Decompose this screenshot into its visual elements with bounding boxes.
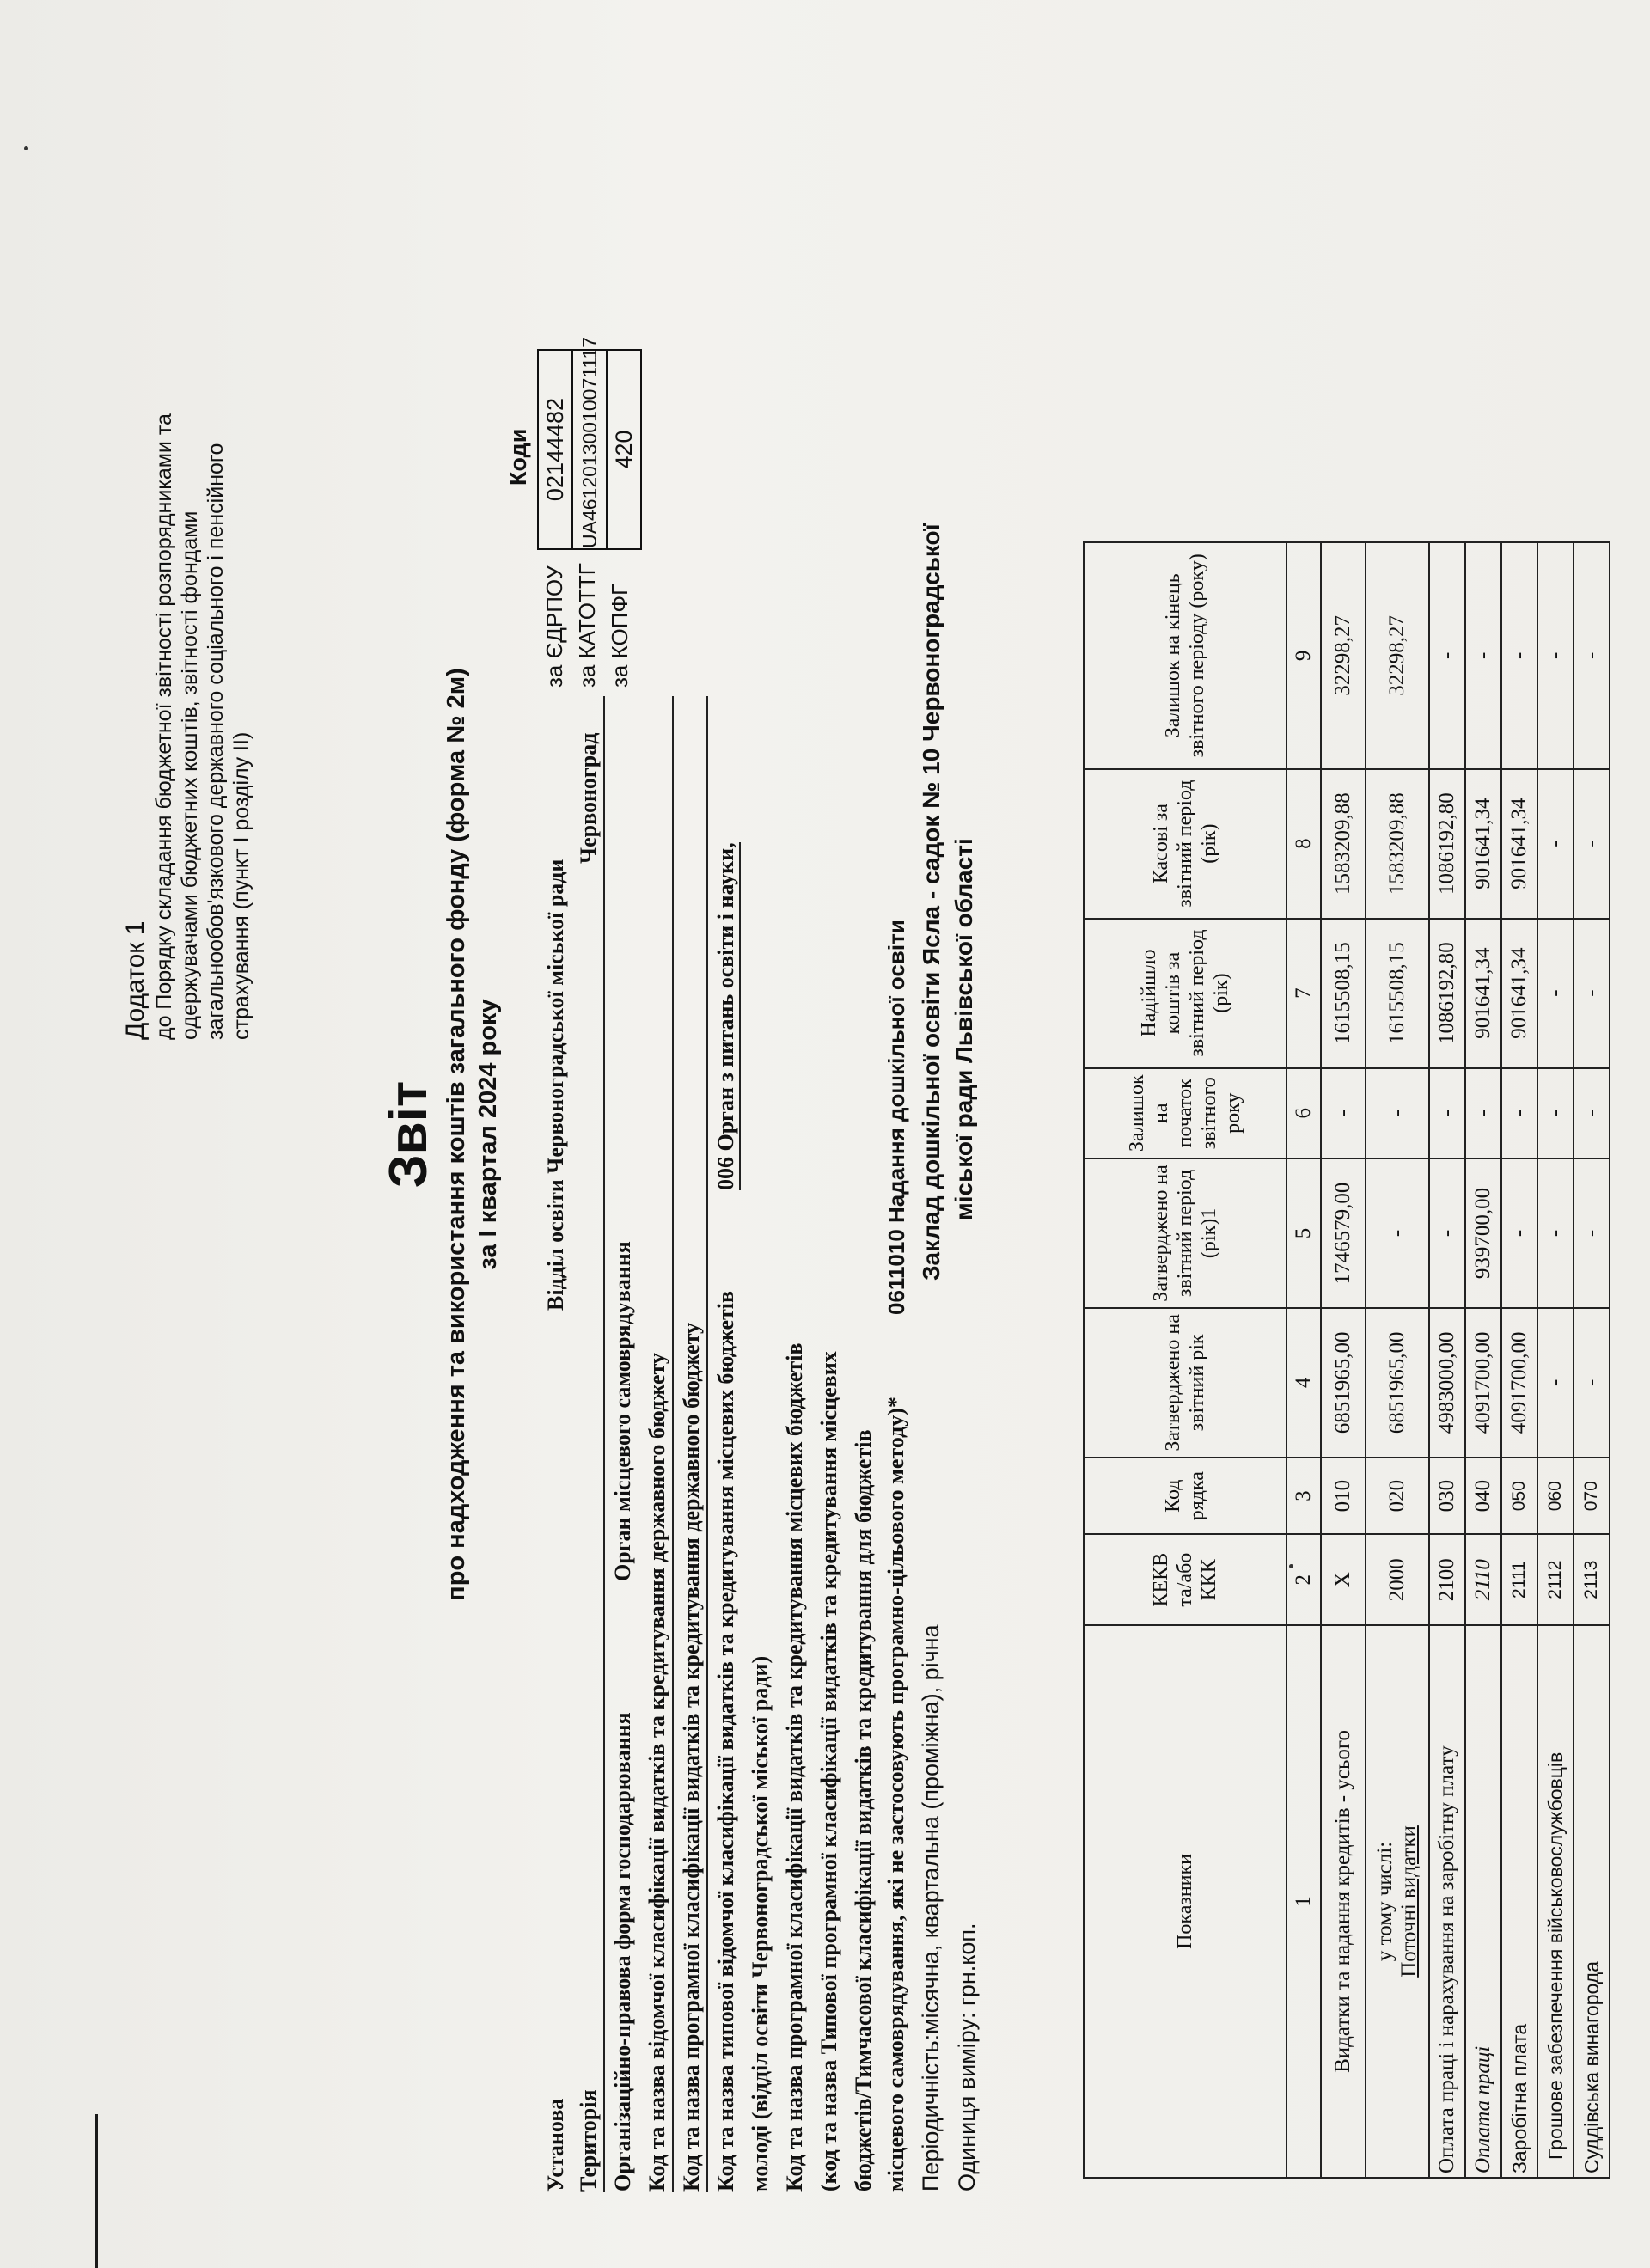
report-period: за І квартал 2024 року — [474, 999, 502, 1270]
col-header: Затверджено на звітний період (рік)1 — [1084, 1158, 1286, 1308]
value-cell: 1086192,80 — [1429, 919, 1465, 1068]
col-header: Показники — [1084, 1625, 1286, 2178]
local-prog-label-2: (код та назва Типової програмної класифікації видатків та кредитування місцевих — [816, 1351, 841, 2192]
table-row — [1501, 542, 1537, 2178]
col-header: Залишок на початок звітного року — [1084, 1068, 1286, 1158]
typical-code-label: Код та назва типової відомчої класифікації видатків та кредитування місцевих бюджетів — [713, 1290, 738, 2192]
value-cell: - — [1574, 1158, 1610, 1308]
value-cell: 939700,00 — [1465, 1158, 1501, 1308]
col-header: Затверджено на звітний рік — [1084, 1308, 1286, 1458]
row-name: Видатки та надання кредитів - усього — [1321, 1625, 1366, 2178]
col-number: 4 — [1286, 1308, 1321, 1458]
row-name-line: у тому числі: — [1373, 1841, 1396, 1962]
col-header: Надійшло коштів за звітний період (рік) — [1084, 919, 1286, 1068]
value-cell: 1615508,15 — [1321, 919, 1366, 1068]
col-header: Залишок на кінець звітного періоду (року) — [1084, 542, 1286, 769]
annex-line: страхування (пункт І розділу ІІ) — [229, 731, 254, 1040]
value-cell: - — [1501, 1158, 1537, 1308]
prog-code-label: Код та назва програмної класифікації видатків та кредитування державного бюджету — [679, 1322, 704, 2192]
unit-of-measure: Одиниця виміру: грн.коп. — [954, 1923, 980, 2192]
legal-form-label: Організаційно-правова форма господарювання — [610, 1712, 635, 2192]
periodicity: Періодичність:місячна, квартальна (проміжна), річна — [918, 1624, 944, 2192]
kopfg-label: за КОПФГ — [607, 583, 632, 688]
value-cell: 1583209,88 — [1321, 769, 1366, 919]
value-cell: - — [1501, 542, 1537, 769]
local-prog-value: 0611010 Надання дошкільної освіти — [883, 920, 909, 1315]
value-cell: 6851965,00 — [1366, 1308, 1429, 1458]
local-prog-label: Код та назва програмної класифікації видатків та кредитування місцевих бюджетів — [782, 1342, 807, 2192]
edrpou-label: за ЄДРПОУ — [541, 565, 567, 688]
value-cell: - — [1537, 1158, 1574, 1308]
row-code: 020 — [1366, 1458, 1429, 1535]
value-cell: - — [1574, 542, 1610, 769]
annex-block — [120, 413, 254, 1040]
row-name: Суддівська винагорода — [1574, 1625, 1610, 2178]
underline — [672, 696, 674, 2192]
value-cell: - — [1429, 1158, 1465, 1308]
dept-code-label: Код та назва відомчої класифікації видатків та кредитування державного бюджету — [645, 1353, 669, 2192]
underline — [706, 696, 708, 2192]
row-name — [1366, 1625, 1429, 2178]
row-name: Оплата праці і нарахування на заробітну плату — [1429, 1625, 1465, 2178]
kekv-cell: 2110 — [1465, 1534, 1501, 1624]
edrpou-code: 02144482 — [539, 351, 573, 548]
kekv-cell: 2113 — [1574, 1534, 1610, 1624]
legal-form-value: Орган місцевого самоврядування — [610, 1241, 635, 1581]
col-header: КЕКВ та/або ККК — [1084, 1534, 1286, 1624]
col-number: 6 — [1286, 1068, 1321, 1158]
annex-line: одержувачами бюджетних коштів, звітності фондами — [178, 510, 202, 1040]
institution-value: Відділ освіти Червоноградської міської ради — [543, 859, 568, 1311]
value-cell: 32298,27 — [1366, 542, 1429, 769]
col-header: Касові за звітний період (рік) — [1084, 769, 1286, 919]
value-cell: - — [1574, 769, 1610, 919]
value-cell: - — [1537, 919, 1574, 1068]
row-code: 030 — [1429, 1458, 1465, 1535]
value-cell: - — [1429, 542, 1465, 769]
col-number: 3 — [1286, 1458, 1321, 1535]
institution-label: Установа — [543, 2098, 568, 2192]
row-code: 010 — [1321, 1458, 1366, 1535]
report-subtitle: про надходження та використання коштів загального фонду (форма № 2м) — [443, 668, 470, 1601]
local-prog-label-4: місцевого самоврядування, які не застосовують програмно-цільового методу)* — [883, 1397, 908, 2192]
table-row — [1465, 542, 1501, 2178]
value-cell: - — [1574, 1308, 1610, 1458]
annex-title: Додаток 1 — [121, 920, 150, 1040]
typical-code-value-continued: молоді (відділ освіти Червоноградської міської ради) — [748, 1655, 773, 2192]
value-cell: - — [1537, 1308, 1574, 1458]
col-number: 7 — [1286, 919, 1321, 1068]
value-cell: - — [1366, 1158, 1429, 1308]
table-header-row — [1084, 542, 1286, 2178]
value-cell: - — [1321, 1068, 1366, 1158]
row-code: 070 — [1574, 1458, 1610, 1535]
kekv-cell: 2100 — [1429, 1534, 1465, 1624]
kekv-cell: Х — [1321, 1534, 1366, 1624]
col-number: 2 — [1286, 1534, 1321, 1624]
table-row — [1321, 542, 1366, 2178]
annex-line: до Порядку складання бюджетної звітності розпорядниками та — [152, 413, 176, 1040]
value-cell: - — [1574, 919, 1610, 1068]
annex-line: загальнообов'язкового державного соціального і пенсійного — [204, 443, 228, 1040]
col-header: Код рядка — [1084, 1458, 1286, 1535]
report-title: Звіт — [379, 1080, 438, 1189]
row-name: Заробітна плата — [1501, 1625, 1537, 2178]
local-prog-label-3: бюджетів/Тимчасової класифікації видатків та кредитування для бюджетів — [851, 1429, 876, 2192]
col-number: 1 — [1286, 1625, 1321, 2178]
value-cell: 1615508,15 — [1366, 919, 1429, 1068]
value-cell: - — [1465, 542, 1501, 769]
value-cell: - — [1574, 1068, 1610, 1158]
local-prog-value-2: Заклад дошкільної освіти Ясла - садок № 10 Червоноградської — [918, 523, 944, 1281]
typical-code-value: 006 Орган з питань освіти і науки, — [713, 842, 741, 1190]
value-cell: - — [1465, 1068, 1501, 1158]
codes-box — [537, 337, 642, 550]
row-name: Оплата праці — [1465, 1625, 1501, 2178]
value-cell: 4091700,00 — [1501, 1308, 1537, 1458]
value-cell: - — [1537, 542, 1574, 769]
value-cell: - — [1429, 1068, 1465, 1158]
value-cell: 32298,27 — [1321, 542, 1366, 769]
value-cell: 1086192,80 — [1429, 769, 1465, 919]
value-cell: - — [1537, 1068, 1574, 1158]
codes-header: Коди — [505, 428, 531, 486]
table-row — [1574, 542, 1610, 2178]
row-code: 050 — [1501, 1458, 1537, 1535]
value-cell: 901641,34 — [1501, 769, 1537, 919]
value-cell: - — [1501, 1068, 1537, 1158]
kekv-cell: 2000 — [1366, 1534, 1429, 1624]
value-cell: 901641,34 — [1465, 919, 1501, 1068]
row-name-line: Поточні видатки — [1397, 1825, 1421, 1978]
katottg-code: UA46120130010071117 — [573, 351, 608, 548]
row-name: Грошове забезпечення військовослужбовців — [1537, 1625, 1574, 2178]
row-code: 040 — [1465, 1458, 1501, 1535]
value-cell: 901641,34 — [1501, 919, 1537, 1068]
value-cell: 4091700,00 — [1465, 1308, 1501, 1458]
table-row — [1366, 542, 1429, 2178]
value-cell: 1746579,00 — [1321, 1158, 1366, 1308]
table-row — [1429, 542, 1465, 2178]
value-cell: - — [1537, 769, 1574, 919]
rotated-document — [95, 69, 1603, 2200]
katottg-label: за КАТОТТГ — [574, 563, 600, 688]
local-prog-value-3: міської ради Львівської області — [950, 838, 977, 1220]
value-cell: 4983000,00 — [1429, 1308, 1465, 1458]
scan-speck — [24, 146, 28, 150]
kekv-cell: 2112 — [1537, 1534, 1574, 1624]
kekv-cell: 2111 — [1501, 1534, 1537, 1624]
value-cell: 6851965,00 — [1321, 1308, 1366, 1458]
col-number: 5 — [1286, 1158, 1321, 1308]
col-number: 8 — [1286, 769, 1321, 919]
territory-label: Територія — [576, 2089, 601, 2192]
value-cell: 901641,34 — [1465, 769, 1501, 919]
underline — [603, 696, 605, 2192]
value-cell: 1583209,88 — [1366, 769, 1429, 919]
col-number: 9 — [1286, 542, 1321, 769]
column-number-row — [1286, 542, 1321, 2178]
row-code: 060 — [1537, 1458, 1574, 1535]
territory-value: Червоноград — [576, 732, 601, 864]
value-cell: - — [1366, 1068, 1429, 1158]
kopfg-code: 420 — [611, 430, 637, 469]
table-row — [1537, 542, 1574, 2178]
report-table — [1083, 541, 1610, 2179]
